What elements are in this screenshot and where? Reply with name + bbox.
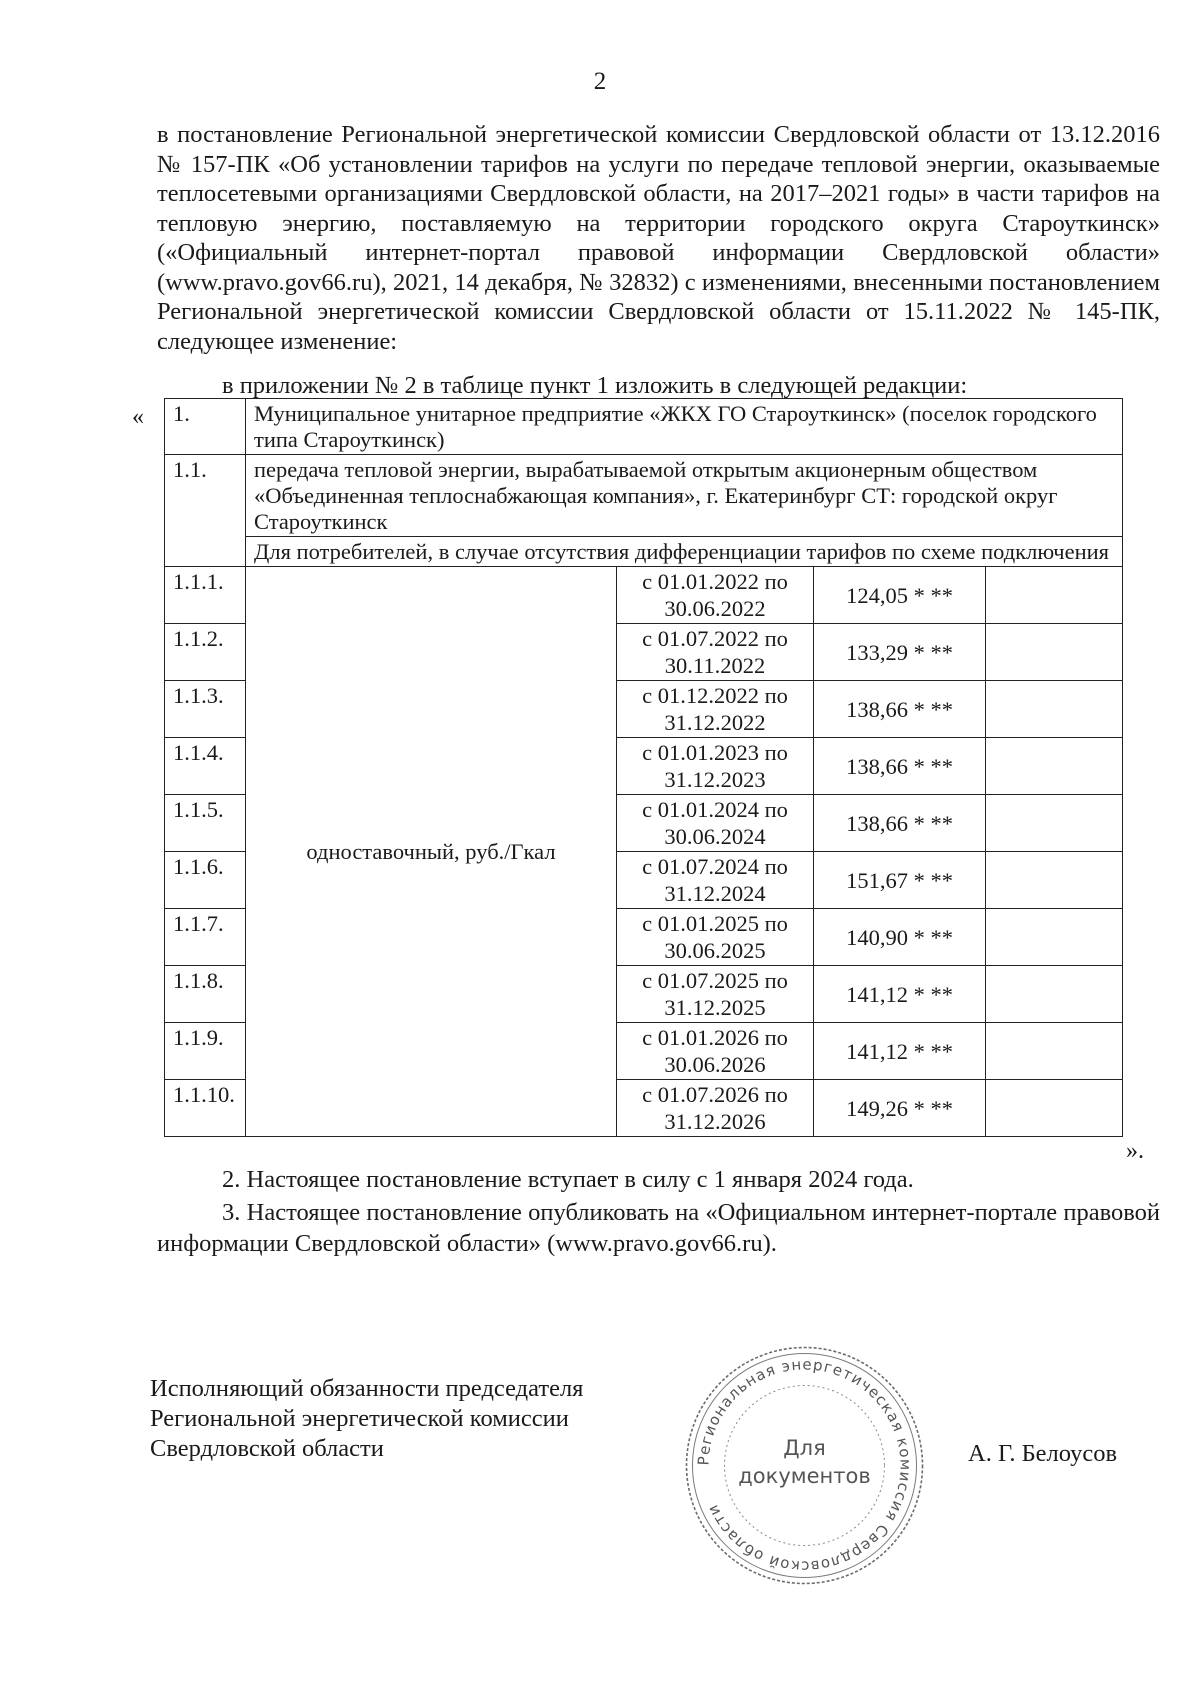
- signatory-position-line: Региональной энергетической комиссии: [150, 1405, 569, 1432]
- empty-cell: [986, 624, 1123, 681]
- row-number: 1.1.1.: [165, 567, 246, 624]
- paragraph-2: 2. Настоящее постановление вступает в силу с 1 января 2024 года.: [222, 1166, 914, 1193]
- row-number: 1.1.4.: [165, 738, 246, 795]
- period-cell: с 01.01.2022 по 30.06.2022: [617, 567, 814, 624]
- table-row-1: [165, 399, 1123, 455]
- row-number: 1.: [165, 399, 246, 455]
- empty-cell: [986, 738, 1123, 795]
- period-cell: с 01.01.2026 по 30.06.2026: [617, 1023, 814, 1080]
- period-cell: с 01.01.2023 по 31.12.2023: [617, 738, 814, 795]
- price-cell: 124,05 * **: [814, 567, 986, 624]
- row-number: 1.1.9.: [165, 1023, 246, 1080]
- empty-cell: [986, 681, 1123, 738]
- price-cell: 138,66 * **: [814, 795, 986, 852]
- table-row-1-1: [165, 455, 1123, 537]
- row-number: 1.1.6.: [165, 852, 246, 909]
- row-number: 1.1.2.: [165, 624, 246, 681]
- period-cell: с 01.07.2025 по 31.12.2025: [617, 966, 814, 1023]
- price-cell: 151,67 * **: [814, 852, 986, 909]
- price-cell: 138,66 * **: [814, 738, 986, 795]
- period-cell: с 01.07.2022 по 30.11.2022: [617, 624, 814, 681]
- period-cell: с 01.07.2024 по 31.12.2024: [617, 852, 814, 909]
- tariff-table: [164, 398, 1123, 1137]
- table-row: [165, 567, 1123, 624]
- lead-paragraph: в приложении № 2 в таблице пункт 1 изложить в следующей редакции:: [222, 372, 968, 399]
- row-number: 1.1.8.: [165, 966, 246, 1023]
- signatory-position: [150, 1374, 583, 1464]
- stamp-center-line2: документов: [738, 1464, 871, 1488]
- price-cell: 138,66 * **: [814, 681, 986, 738]
- price-cell: 141,12 * **: [814, 1023, 986, 1080]
- empty-cell: [986, 567, 1123, 624]
- period-cell: с 01.07.2026 по 31.12.2026: [617, 1080, 814, 1137]
- consumers-cell: Для потребителей, в случае отсутствия дифференциации тарифов по схеме подключения: [246, 537, 1123, 567]
- price-cell: 149,26 * **: [814, 1080, 986, 1137]
- price-cell: 140,90 * **: [814, 909, 986, 966]
- paragraph-3: 3. Настоящее постановление опубликовать на «Официальном интернет-портале правовой информации Свердловской области» (www.pravo.gov66.ru).: [157, 1199, 1160, 1257]
- signatory-name: А. Г. Белоусов: [968, 1440, 1118, 1467]
- signatory-position-line: Свердловской области: [150, 1435, 384, 1462]
- price-cell: 141,12 * **: [814, 966, 986, 1023]
- stamp-ring-text: Региональная энергетическая комиссия Свердловской области: [694, 1355, 915, 1576]
- empty-cell: [986, 1023, 1123, 1080]
- empty-cell: [986, 1080, 1123, 1137]
- period-cell: с 01.12.2022 по 31.12.2022: [617, 681, 814, 738]
- period-cell: с 01.01.2025 по 30.06.2025: [617, 909, 814, 966]
- row-number: 1.1.5.: [165, 795, 246, 852]
- empty-cell: [986, 909, 1123, 966]
- price-cell: 133,29 * **: [814, 624, 986, 681]
- empty-cell: [986, 795, 1123, 852]
- service-cell: передача тепловой энергии, вырабатываемой открытым акционерным обществом «Объединенная теплоснабжающая компания», г. Екатеринбург СТ: городской округ Староуткинск: [246, 455, 1123, 537]
- period-cell: с 01.01.2024 по 30.06.2024: [617, 795, 814, 852]
- organization-cell: Муниципальное унитарное предприятие «ЖКХ ГО Староуткинск» (поселок городского типа Староуткинск): [246, 399, 1123, 455]
- row-number: 1.1.7.: [165, 909, 246, 966]
- intro-paragraph: в постановление Региональной энергетической комиссии Свердловской области от 13.12.2016 № 157-ПК «Об установлении тарифов на услуги по передаче тепловой энергии, оказываемые теплосетевыми организациями Свердловской области, на 2017–2021 годы» в части тарифов на тепловую энергию, поставляемую на территории городского округа Староуткинск» («Официальный интернет-портал правовой информации Свердловской области» (www.pravo.gov66.ru), 2021, 14 декабря, № 32832) с изменениями, внесенными постановлением Региональной энергетической комиссии Свердловской области от 15.11.2022 № 145-ПК, следующее изменение:: [157, 121, 1160, 355]
- row-number: 1.1.10.: [165, 1080, 246, 1137]
- signatory-position-line: Исполняющий обязанности председателя: [150, 1375, 584, 1402]
- row-number: 1.1.3.: [165, 681, 246, 738]
- quote-open: «: [132, 404, 144, 430]
- page-number: 2: [593, 68, 607, 95]
- stamp-center-line1: Для: [783, 1436, 826, 1460]
- official-stamp: [682, 1343, 927, 1588]
- rate-type-cell: одноставочный, руб./Гкал: [246, 567, 617, 1137]
- table-row-consumers: [165, 537, 1123, 567]
- empty-cell: [986, 852, 1123, 909]
- quote-close: ».: [1126, 1138, 1144, 1164]
- row-number: 1.1.: [165, 455, 246, 567]
- empty-cell: [986, 966, 1123, 1023]
